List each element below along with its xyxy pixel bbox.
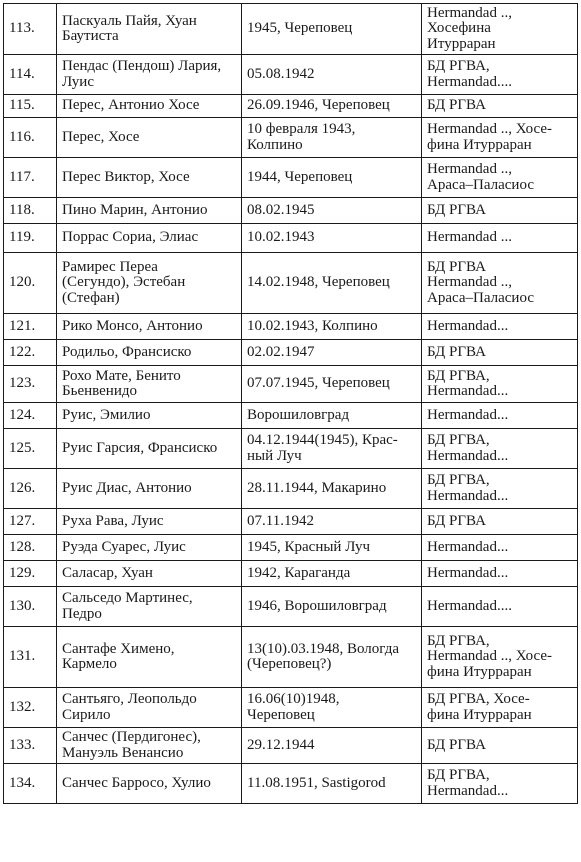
source-info: Hermandad .., Араса–Паласиос	[422, 158, 578, 198]
table-row	[4, 764, 578, 804]
table-row	[4, 253, 578, 314]
birth-info: 05.08.1942	[242, 55, 422, 95]
person-name: Пино Марин, Антонио	[57, 198, 242, 224]
row-number: 117.	[4, 158, 57, 198]
person-name: Рико Монсо, Антонио	[57, 314, 242, 340]
source-info: Hermandad...	[422, 403, 578, 429]
birth-info: 16.06(10)1948, Череповец	[242, 688, 422, 728]
source-info: БД РГВА	[422, 340, 578, 366]
table-row	[4, 587, 578, 627]
source-info: Hermandad...	[422, 535, 578, 561]
table-row	[4, 118, 578, 158]
table-row	[4, 224, 578, 253]
person-name: Перес, Антонио Хосе	[57, 95, 242, 118]
source-info: БД РГВА, Hermandad...	[422, 429, 578, 469]
source-info: БД РГВА, Hermandad....	[422, 55, 578, 95]
birth-info: 13(10).03.1948, Вологда (Череповец?)	[242, 627, 422, 688]
table-row	[4, 469, 578, 509]
row-number: 129.	[4, 561, 57, 587]
person-name: Пендас (Пендош) Лария, Луис	[57, 55, 242, 95]
row-number: 114.	[4, 55, 57, 95]
table-row	[4, 55, 578, 95]
person-name: Руис, Эмилио	[57, 403, 242, 429]
row-number: 123.	[4, 366, 57, 403]
birth-info: 1945, Красный Луч	[242, 535, 422, 561]
row-number: 134.	[4, 764, 57, 804]
person-name: Руэда Суарес, Луис	[57, 535, 242, 561]
table-row	[4, 535, 578, 561]
row-number: 124.	[4, 403, 57, 429]
row-number: 120.	[4, 253, 57, 314]
source-info: БД РГВА	[422, 198, 578, 224]
birth-info: 28.11.1944, Макарино	[242, 469, 422, 509]
birth-info: 1942, Караганда	[242, 561, 422, 587]
birth-info: 07.11.1942	[242, 509, 422, 535]
birth-info: 26.09.1946, Череповец	[242, 95, 422, 118]
row-number: 133.	[4, 728, 57, 764]
person-name: Санчес Барросо, Хулио	[57, 764, 242, 804]
table-row	[4, 561, 578, 587]
row-number: 119.	[4, 224, 57, 253]
birth-info: 1944, Череповец	[242, 158, 422, 198]
birth-info: 1946, Ворошиловград	[242, 587, 422, 627]
table-row	[4, 403, 578, 429]
person-name: Сальседо Мартинес, Педро	[57, 587, 242, 627]
row-number: 127.	[4, 509, 57, 535]
table-row	[4, 728, 578, 764]
registry-table	[3, 3, 578, 804]
source-info: БД РГВА	[422, 509, 578, 535]
person-name: Руха Рава, Луис	[57, 509, 242, 535]
row-number: 118.	[4, 198, 57, 224]
row-number: 128.	[4, 535, 57, 561]
source-info: БД РГВА, Hermandad...	[422, 764, 578, 804]
person-name: Сантафе Химено, Кармело	[57, 627, 242, 688]
person-name: Саласар, Хуан	[57, 561, 242, 587]
row-number: 116.	[4, 118, 57, 158]
person-name: Рохо Мате, Бенито Бьенвенидо	[57, 366, 242, 403]
birth-info: 10.02.1943	[242, 224, 422, 253]
row-number: 132.	[4, 688, 57, 728]
row-number: 115.	[4, 95, 57, 118]
source-info: Hermandad....	[422, 587, 578, 627]
row-number: 130.	[4, 587, 57, 627]
table-row	[4, 429, 578, 469]
source-info: Hermandad .., Хосефина Итурраран	[422, 4, 578, 55]
table-row	[4, 95, 578, 118]
birth-info: 14.02.1948, Череповец	[242, 253, 422, 314]
table-row	[4, 158, 578, 198]
source-info: БД РГВА, Hermandad...	[422, 366, 578, 403]
source-info: БД РГВА, Hermandad...	[422, 469, 578, 509]
table-row	[4, 314, 578, 340]
table-row	[4, 198, 578, 224]
row-number: 113.	[4, 4, 57, 55]
source-info: Hermandad .., Хосе- фина Итурраран	[422, 118, 578, 158]
table-row	[4, 340, 578, 366]
source-info: БД РГВА Hermandad .., Араса–Паласиос	[422, 253, 578, 314]
person-name: Поррас Сориа, Элиас	[57, 224, 242, 253]
person-name: Рамирес Переа (Сегундо), Эстебан (Стефан)	[57, 253, 242, 314]
birth-info: Ворошиловград	[242, 403, 422, 429]
source-info: Hermandad...	[422, 561, 578, 587]
person-name: Санчес (Пердигонес), Мануэль Венансио	[57, 728, 242, 764]
table-row	[4, 509, 578, 535]
row-number: 121.	[4, 314, 57, 340]
row-number: 125.	[4, 429, 57, 469]
person-name: Перес, Хосе	[57, 118, 242, 158]
person-name: Сантьяго, Леопольдо Сирило	[57, 688, 242, 728]
birth-info: 1945, Череповец	[242, 4, 422, 55]
birth-info: 07.07.1945, Череповец	[242, 366, 422, 403]
row-number: 126.	[4, 469, 57, 509]
source-info: Hermandad ...	[422, 224, 578, 253]
birth-info: 04.12.1944(1945), Крас- ный Луч	[242, 429, 422, 469]
birth-info: 02.02.1947	[242, 340, 422, 366]
source-info: БД РГВА, Hermandad .., Хосе- фина Итурраран	[422, 627, 578, 688]
birth-info: 11.08.1951, Sastigorod	[242, 764, 422, 804]
person-name: Паскуаль Пайя, Хуан Баутиста	[57, 4, 242, 55]
table-row	[4, 688, 578, 728]
person-name: Руис Гарсия, Франсиско	[57, 429, 242, 469]
source-info: Hermandad...	[422, 314, 578, 340]
person-name: Перес Виктор, Хосе	[57, 158, 242, 198]
birth-info: 08.02.1945	[242, 198, 422, 224]
row-number: 131.	[4, 627, 57, 688]
source-info: БД РГВА	[422, 95, 578, 118]
birth-info: 10 февраля 1943, Колпино	[242, 118, 422, 158]
table-row	[4, 366, 578, 403]
birth-info: 29.12.1944	[242, 728, 422, 764]
birth-info: 10.02.1943, Колпино	[242, 314, 422, 340]
person-name: Руис Диас, Антонио	[57, 469, 242, 509]
source-info: БД РГВА, Хосе- фина Итурраран	[422, 688, 578, 728]
table-row	[4, 627, 578, 688]
registry-body	[4, 4, 578, 804]
source-info: БД РГВА	[422, 728, 578, 764]
row-number: 122.	[4, 340, 57, 366]
table-row	[4, 4, 578, 55]
person-name: Родильо, Франсиско	[57, 340, 242, 366]
